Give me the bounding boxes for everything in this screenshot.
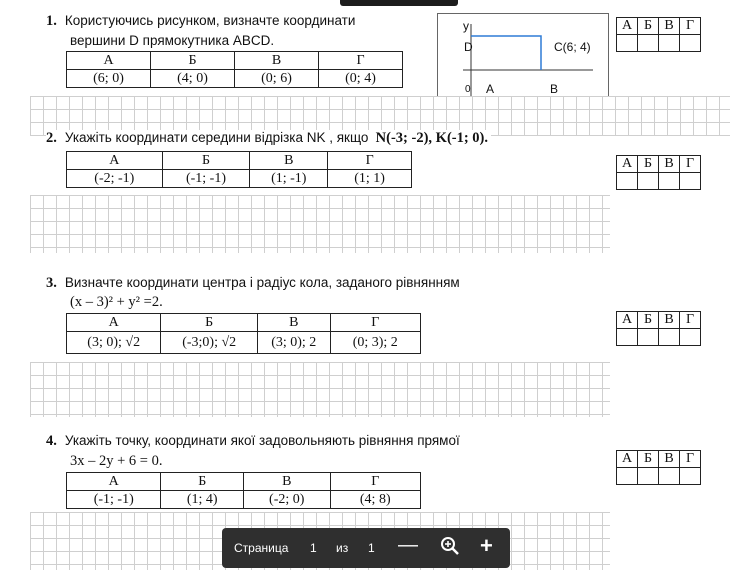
q1-option-c: (0; 6) — [235, 70, 319, 88]
question-3 — [46, 275, 460, 291]
q3-header-b: Б — [161, 314, 258, 332]
question-3-text-line1: Визначте координати центра і радіус кола, заданого рівнянням — [64, 275, 460, 290]
question-1-number: 1. — [46, 13, 57, 29]
q2-header-d: Г — [328, 152, 412, 170]
graph-y-label: у — [463, 19, 469, 33]
question-4-number: 4. — [46, 433, 57, 449]
question-4-text-line1: Укажіть точку, координати якої задовольняють рівняння прямої — [64, 433, 460, 448]
ans1-header-a: А — [617, 18, 638, 35]
q4-option-c: (-2; 0) — [243, 491, 330, 509]
q3-option-a: (3; 0); √2 — [67, 332, 161, 354]
question-3-equation: (x – 3)² + y² =2. — [70, 294, 163, 310]
q4-option-d: (4; 8) — [330, 491, 421, 509]
question-3-line2 — [70, 294, 163, 310]
ans2-cell-b[interactable] — [638, 173, 659, 190]
q2-option-b: (-1; -1) — [162, 170, 250, 188]
ans2-cell-c[interactable] — [659, 173, 680, 190]
ans4-header-c: В — [659, 451, 680, 468]
page-label: Страница — [234, 541, 289, 555]
q1-option-b: (4; 0) — [151, 70, 235, 88]
graph-b-label: B — [550, 82, 559, 96]
question-4-equation: 3x – 2y + 6 = 0. — [70, 453, 163, 469]
squared-grid-3 — [30, 362, 610, 417]
question-4-options — [66, 472, 421, 509]
ans4-header-d: Г — [680, 451, 701, 468]
question-2-points: N(-3; -2), K(-1; 0). — [375, 130, 489, 146]
q3-option-c: (3; 0); 2 — [257, 332, 330, 354]
q3-option-b: (-3;0); √2 — [161, 332, 258, 354]
zoom-icon[interactable] — [440, 536, 460, 559]
ans2-cell-a[interactable] — [617, 173, 638, 190]
ans2-header-b: Б — [638, 156, 659, 173]
ans1-header-b: Б — [638, 18, 659, 35]
q2-option-d: (1; 1) — [328, 170, 412, 188]
top-edge-bar — [340, 0, 458, 6]
q3-header-c: В — [257, 314, 330, 332]
q3-option-d: (0; 3); 2 — [330, 332, 420, 354]
zoom-out-icon[interactable]: — — [398, 534, 418, 556]
question-2-number: 2. — [46, 130, 57, 146]
q1-option-a: (6; 0) — [67, 70, 151, 88]
graph-c-label: C(6; 4) — [554, 40, 591, 54]
answer-grid-4 — [616, 450, 701, 485]
ans1-cell-c[interactable] — [659, 35, 680, 52]
ans1-header-c: В — [659, 18, 680, 35]
question-4-line2 — [70, 453, 162, 469]
q4-option-a: (-1; -1) — [67, 491, 161, 509]
ans2-header-d: Г — [680, 156, 701, 173]
answer-grid-1 — [616, 17, 701, 52]
ans1-header-d: Г — [680, 18, 701, 35]
ans4-header-a: А — [617, 451, 638, 468]
question-2-text: Укажіть координати середини відрізка NK , якщо — [64, 130, 369, 145]
zoom-in-icon[interactable]: + — [480, 533, 493, 558]
q2-option-a: (-2; -1) — [67, 170, 163, 188]
ans4-cell-d[interactable] — [680, 468, 701, 485]
q3-header-d: Г — [330, 314, 420, 332]
ans3-cell-d[interactable] — [680, 329, 701, 346]
q3-header-a: А — [67, 314, 161, 332]
ans2-cell-d[interactable] — [680, 173, 701, 190]
magnifier-svg — [440, 536, 460, 556]
rectangle-outline — [471, 36, 541, 70]
graph-d-label: D — [464, 40, 473, 54]
q1-header-c: В — [235, 52, 319, 70]
current-page[interactable]: 1 — [310, 541, 317, 555]
q2-header-b: Б — [162, 152, 250, 170]
squared-grid-2 — [30, 195, 610, 253]
ans4-header-b: Б — [638, 451, 659, 468]
of-label: из — [336, 541, 349, 555]
q4-header-d: Г — [330, 473, 421, 491]
total-pages: 1 — [368, 541, 375, 555]
ans4-cell-a[interactable] — [617, 468, 638, 485]
ans3-header-c: В — [659, 312, 680, 329]
ans3-header-b: Б — [638, 312, 659, 329]
ans3-cell-c[interactable] — [659, 329, 680, 346]
ans3-header-a: А — [617, 312, 638, 329]
answer-grid-2 — [616, 155, 701, 190]
question-3-options — [66, 313, 421, 354]
ans4-cell-c[interactable] — [659, 468, 680, 485]
question-1-line2 — [70, 33, 274, 49]
q1-header-d: Г — [319, 52, 403, 70]
q4-header-b: Б — [161, 473, 244, 491]
question-1-text-line1: Користуючись рисунком, визначте координати — [64, 13, 356, 28]
ans3-header-d: Г — [680, 312, 701, 329]
ans1-cell-a[interactable] — [617, 35, 638, 52]
q2-option-c: (1; -1) — [250, 170, 328, 188]
q2-header-c: В — [250, 152, 328, 170]
ans2-header-a: А — [617, 156, 638, 173]
q2-header-a: А — [67, 152, 163, 170]
question-3-number: 3. — [46, 275, 57, 291]
answer-grid-3 — [616, 311, 701, 346]
q1-header-a: А — [67, 52, 151, 70]
q4-header-a: А — [67, 473, 161, 491]
question-2 — [46, 130, 491, 146]
q4-option-b: (1; 4) — [161, 491, 244, 509]
coordinate-figure — [437, 13, 609, 103]
ans1-cell-b[interactable] — [638, 35, 659, 52]
question-1-options — [66, 51, 403, 88]
q4-header-c: В — [243, 473, 330, 491]
question-4 — [46, 433, 460, 449]
ans3-cell-a[interactable] — [617, 329, 638, 346]
graph-origin-label: 0 — [465, 84, 471, 95]
ans2-header-c: В — [659, 156, 680, 173]
ans1-cell-d[interactable] — [680, 35, 701, 52]
ans3-cell-b[interactable] — [638, 329, 659, 346]
question-2-options — [66, 151, 412, 188]
question-1 — [46, 13, 355, 29]
ans4-cell-b[interactable] — [638, 468, 659, 485]
question-1-text-line2: вершини D прямокутника ABCD. — [70, 33, 275, 48]
q1-option-d: (0; 4) — [319, 70, 403, 88]
q1-header-b: Б — [151, 52, 235, 70]
pdf-viewer-toolbar — [222, 528, 510, 568]
graph-a-label: A — [486, 82, 495, 96]
